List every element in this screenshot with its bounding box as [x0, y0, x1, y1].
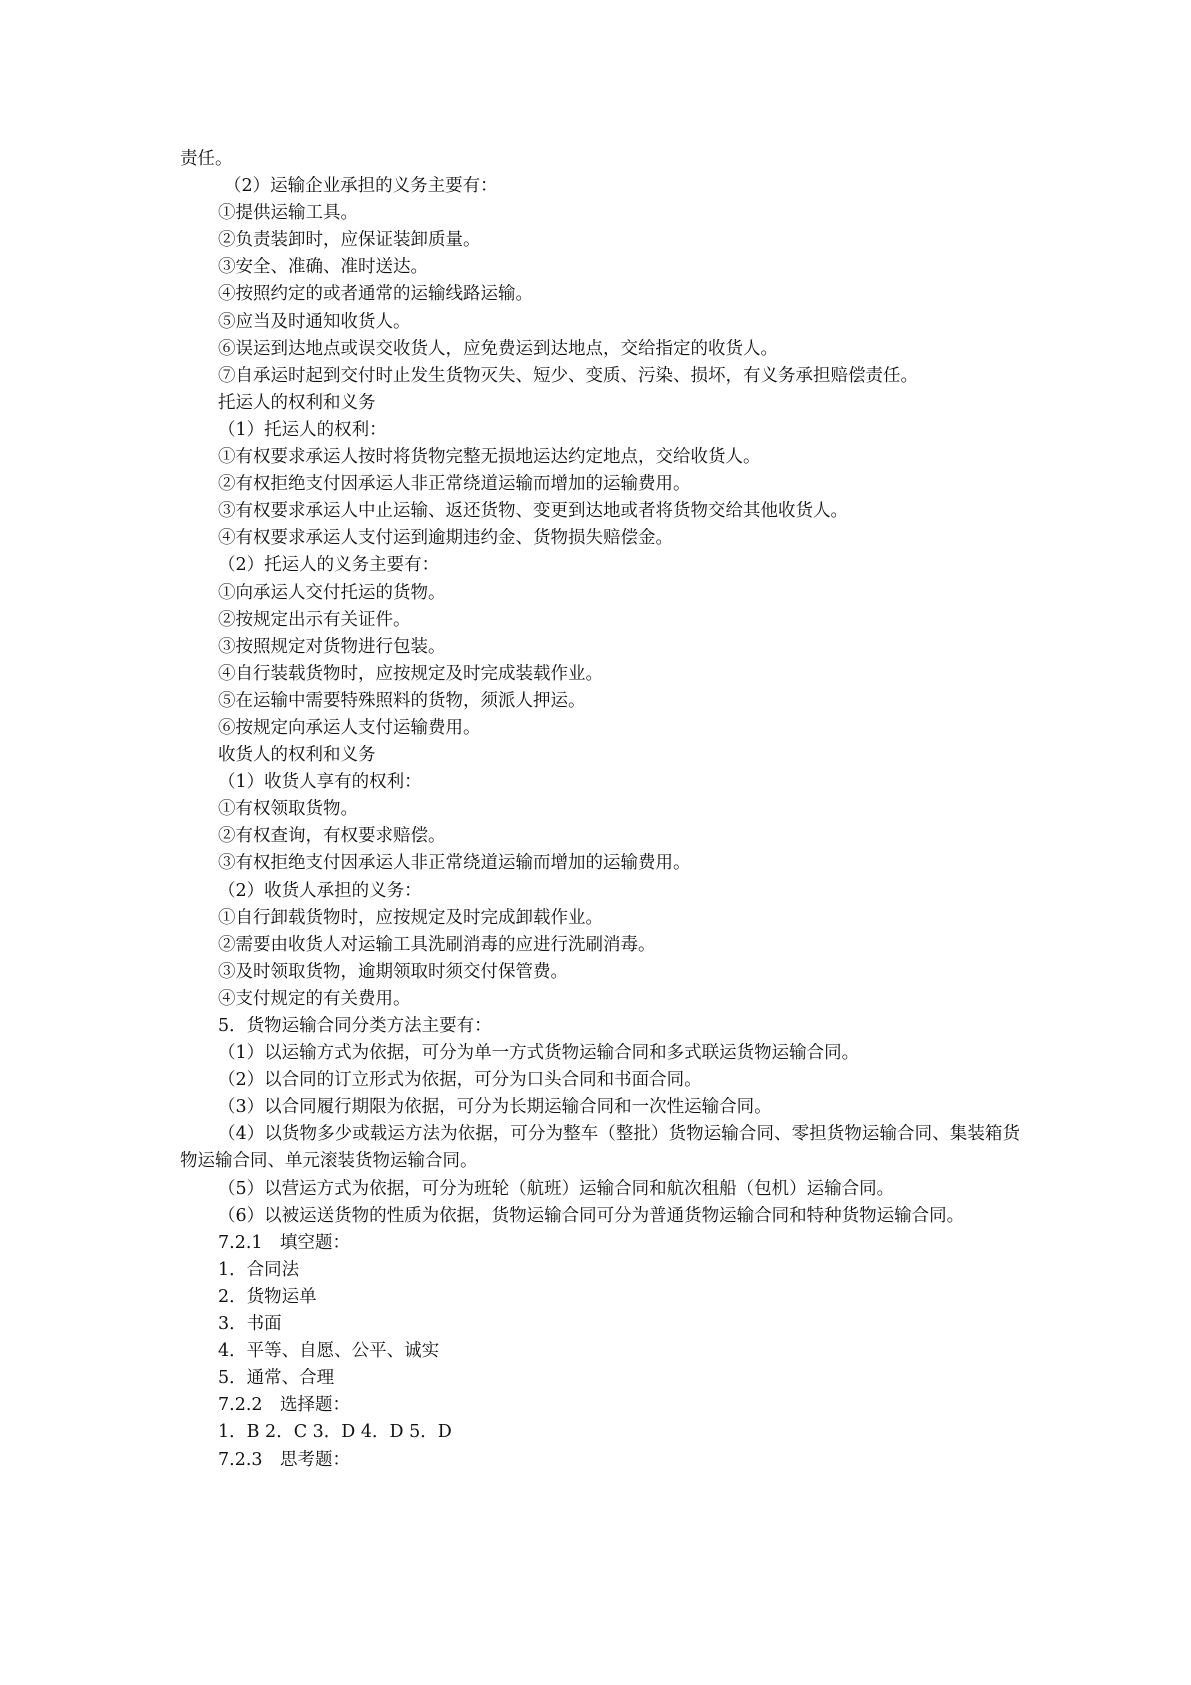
text-line: 1．合同法: [218, 1259, 300, 1280]
text-line: 4．平等、自愿、公平、诚实: [218, 1341, 440, 1362]
text-line: 2．货物运单: [218, 1286, 317, 1307]
text-line: （2）收货人承担的义务：: [218, 880, 422, 901]
text-line: （1）托运人的权利：: [218, 419, 387, 440]
text-line: （5）以营运方式为依据，可分为班轮（航班）运输合同和航次租船（包机）运输合同。: [218, 1178, 895, 1199]
section-heading: 7.2.2 选择题：: [218, 1395, 351, 1416]
text-line: ②需要由收货人对运输工具洗刷消毒的应进行洗刷消毒。: [218, 934, 656, 955]
text-line: ③安全、准确、准时送达。: [218, 257, 428, 278]
text-line: ④有权要求承运人支付运到逾期违约金、货物损失赔偿金。: [218, 528, 673, 549]
text-line: ②负责装卸时，应保证装卸质量。: [218, 230, 481, 251]
text-line: ④按照约定的或者通常的运输线路运输。: [218, 284, 533, 305]
text-line: （3）以合同履行期限为依据，可分为长期运输合同和一次性运输合同。: [218, 1097, 772, 1118]
section-heading: 收货人的权利和义务: [218, 745, 376, 766]
text-line: ②有权拒绝支付因承运人非正常绕道运输而增加的运输费用。: [218, 474, 691, 495]
text-line: ③按照规定对货物进行包装。: [218, 636, 446, 657]
text-line: ③及时领取货物，逾期领取时须交付保管费。: [218, 961, 568, 982]
text-paragraph: ⑦自承运时起到交付时止发生货物灭失、短少、变质、污染、损坏，有义务承担赔偿责任。: [218, 365, 918, 386]
document-body: [180, 146, 1020, 1474]
section-heading: 托运人的权利和义务: [218, 392, 376, 413]
text-line: ④自行装载货物时，应按规定及时完成装载作业。: [218, 663, 603, 684]
section-heading: 7.2.3 思考题：: [218, 1449, 351, 1470]
text-line: ④支付规定的有关费用。: [218, 988, 411, 1009]
text-line: ③有权拒绝支付因承运人非正常绕道运输而增加的运输费用。: [218, 853, 691, 874]
text-line: ②按规定出示有关证件。: [218, 609, 411, 630]
text-line: 5．通常、合理: [218, 1368, 335, 1389]
text-line: （1）以运输方式为依据，可分为单一方式货物运输合同和多式联运货物运输合同。: [218, 1043, 860, 1064]
text-line: ①向承运人交付托运的货物。: [218, 582, 446, 603]
text-line: ①有权要求承运人按时将货物完整无损地运达约定地点，交给收货人。: [218, 447, 761, 468]
text-line: ⑤应当及时通知收货人。: [218, 311, 411, 332]
text-line: （1）收货人享有的权利：: [218, 772, 422, 793]
text-line: （2）运输企业承担的义务主要有：: [224, 176, 498, 197]
text-paragraph: （4）以货物多少或载运方法为依据，可分为整车（整批）货物运输合同、零担货物运输合同、集装箱货物运输合同、单元滚装货物运输合同。: [180, 1124, 1020, 1172]
text-line: ⑥按规定向承运人支付运输费用。: [218, 717, 481, 738]
text-line: ⑥误运到达地点或误交收货人，应免费运到达地点，交给指定的收货人。: [218, 338, 778, 359]
text-line: ①自行卸载货物时，应按规定及时完成卸载作业。: [218, 907, 603, 928]
section-heading: 5．货物运输合同分类方法主要有：: [218, 1016, 492, 1036]
text-paragraph: （6）以被运送货物的性质为依据，货物运输合同可分为普通货物运输合同和特种货物运输合同。: [218, 1205, 965, 1226]
text-line: ①提供运输工具。: [218, 203, 358, 224]
text-line: 3．书面: [218, 1314, 282, 1335]
text-line: ⑤在运输中需要特殊照料的货物，须派人押运。: [218, 690, 586, 711]
text-line: 责任。: [180, 149, 233, 169]
text-line: ③有权要求承运人中止运输、返还货物、变更到达地或者将货物交给其他收货人。: [218, 501, 848, 522]
text-line: 1．B 2．C 3．D 4．D 5．D: [218, 1422, 452, 1443]
text-line: ②有权查询，有权要求赔偿。: [218, 826, 446, 847]
text-line: ①有权领取货物。: [218, 799, 358, 820]
text-line: （2）以合同的订立形式为依据，可分为口头合同和书面合同。: [218, 1070, 702, 1091]
section-heading: 7.2.1 填空题：: [218, 1232, 351, 1253]
text-line: （2）托运人的义务主要有：: [218, 555, 440, 576]
